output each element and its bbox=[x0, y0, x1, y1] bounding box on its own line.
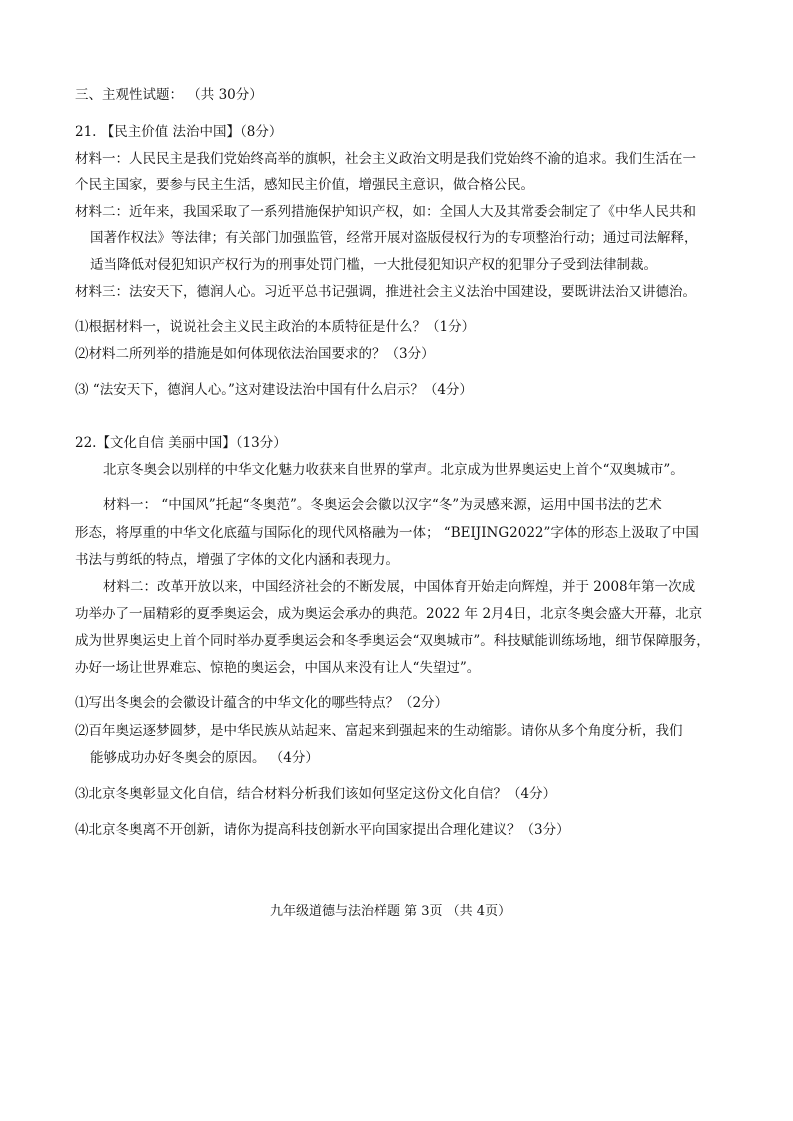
q21-question-2: ⑵材料二所列举的措施是如何体现依法治国要求的？（3分） bbox=[75, 346, 435, 362]
q22-material2-line2: 功举办了一届精彩的夏季奥运会，成为奥运会承办的典范。2022 年 2月4日，北京冬奥会盛大开幕，北京 bbox=[75, 606, 703, 622]
q22-question-2-line1: ⑵百年奥运逐梦圆梦，是中华民族从站起来、富起来到强起来的生动缩影。请你从多个角度分析，我们 bbox=[75, 723, 683, 739]
q21-heading: 21. 【民主价值 法治中国】（8分） bbox=[75, 124, 283, 140]
q22-material2-line1: 材料二：改革开放以来，中国经济社会的不断发展，中国体育开始走向辉煌，并于 2008年第一次成 bbox=[103, 579, 696, 595]
q21-material2-line3: 适当降低对侵犯知识产权行为的刑事处罚门槛，一大批侵犯知识产权的犯罪分子受到法律制裁。 bbox=[90, 257, 657, 273]
q21-material2-line1: 材料二：近年来，我国采取了一系列措施保护知识产权，如：全国人大及其常委会制定了《中华人民共和 bbox=[75, 204, 696, 220]
q21-question-3: ⑶ “法安天下，德润人心。”这对建设法治中国有什么启示？（4分） bbox=[75, 382, 473, 398]
q22-material2-line4: 办好一场让世界难忘、惊艳的奥运会，中国从来没有让人“失望过”。 bbox=[75, 660, 481, 676]
q22-question-1: ⑴写出冬奥会的会徽设计蕴含的中华文化的哪些特点？（2分） bbox=[75, 695, 449, 711]
q22-question-2-line2: 能够成功办好冬奥会的原因。 （4分） bbox=[90, 750, 319, 766]
q22-material1-line1: 材料一： “中国风”托起“冬奥范”。冬奥运会会徽以汉字“冬”为灵感来源，运用中国书法的艺术 bbox=[103, 497, 662, 513]
q22-material1-line3: 书法与剪纸的特点，增强了字体的文化内涵和表现力。 bbox=[75, 552, 399, 568]
q21-material3: 材料三：法安天下，德润人心。习近平总书记强调，推进社会主义法治中国建设，要既讲法治又讲德治。 bbox=[75, 284, 696, 300]
q22-material1-line2: 形态，将厚重的中华文化底蕴与国际化的现代风格融为一体； “BEIJING2022”字体的形态上汲取了中国 bbox=[75, 525, 699, 541]
q22-question-3: ⑶北京冬奥彰显文化自信，结合材料分析我们该如何坚定这份文化自信？（4分） bbox=[75, 786, 557, 802]
q22-intro: 北京冬奥会以别样的中华文化魅力收获来自世界的掌声。北京成为世界奥运史上首个“双奥城市”。 bbox=[103, 462, 684, 478]
q21-material1-line2: 个民主国家，要参与民主生活，感知民主价值，增强民主意识，做合格公民。 bbox=[75, 177, 534, 193]
section-title: 三、主观性试题： （共 30分） bbox=[75, 87, 263, 103]
q22-question-4: ⑷北京冬奥离不开创新，请你为提高科技创新水平向国家提出合理化建议？（3分） bbox=[75, 822, 570, 838]
page-footer: 九年级道德与法治样题 第 3页 （共 4页） bbox=[270, 904, 512, 919]
q22-material2-line3: 成为世界奥运史上首个同时举办夏季奥运会和冬季奥运会“双奥城市”。科技赋能训练场地，细节保障服务， bbox=[75, 633, 710, 649]
q21-material2-line2: 国著作权法》等法律；有关部门加强监管，经常开展对盗版侵权行为的专项整治行动；通过司法解释， bbox=[90, 230, 698, 246]
q22-heading: 22.【文化自信 美丽中国】（13分） bbox=[75, 435, 287, 451]
q21-question-1: ⑴根据材料一，说说社会主义民主政治的本质特征是什么？（1分） bbox=[75, 319, 476, 335]
q21-material1-line1: 材料一：人民民主是我们党始终高举的旗帜，社会主义政治文明是我们党始终不渝的追求。我们生活在一 bbox=[75, 151, 696, 167]
